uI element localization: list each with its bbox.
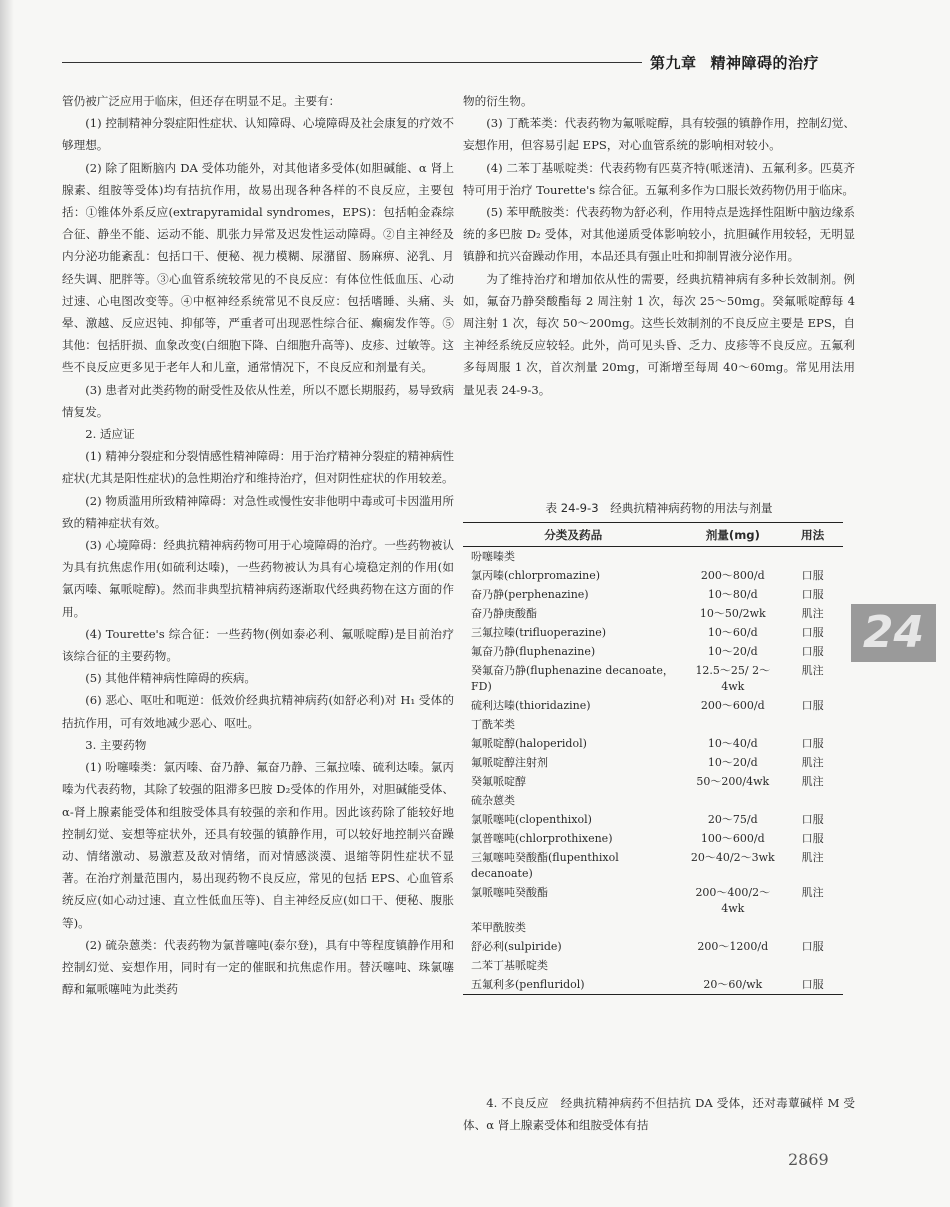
route-cell: 口服 — [801, 568, 824, 582]
dosage-cell: 200～600/d — [700, 698, 765, 712]
route-cell: 肌注 — [801, 663, 824, 677]
scan-shadow — [0, 0, 14, 1207]
route-cell: 肌注 — [801, 850, 824, 864]
route-cell — [782, 547, 843, 567]
dosage-cell: 10～80/d — [707, 587, 758, 601]
drug-name-cell: 苯甲酰胺类 — [471, 920, 526, 934]
table-row — [463, 715, 843, 734]
route-cell: 口服 — [801, 812, 824, 826]
dosage-cell: 20～40/2～3wk — [690, 850, 775, 864]
table-row — [463, 547, 843, 567]
paragraph: 管仍被广泛应用于临床，但还存在明显不足。主要有： — [62, 94, 341, 108]
dosage-cell — [683, 715, 782, 734]
chapter-title: 精神障碍的治疗 — [710, 54, 820, 72]
drug-name-cell: 奋乃静庚酸酯 — [471, 606, 537, 620]
drug-name-cell: 硫利达嗪(thioridazine) — [471, 698, 591, 712]
paragraph: (2) 硫杂蒽类：代表药物为氯普噻吨(泰尔登)，具有中等程度镇静作用和控制幻觉、妄想作用，同时有一定的催眠和抗焦虑作用。替沃噻吨、珠氯噻醇和氟哌噻吨为此类药 — [62, 937, 454, 997]
column-header: 用法 — [782, 523, 843, 547]
paragraph: (2) 物质滥用所致精神障碍：对急性或慢性安非他明中毒或可卡因滥用所致的精神症状有效。 — [62, 493, 454, 530]
paragraph: 物的衍生物。 — [463, 94, 533, 108]
drug-name-cell: 三氟噻吨癸酸酯(flupenthixol decanoate) — [471, 850, 619, 880]
paragraph: 为了维持治疗和增加依从性的需要，经典抗精神病有多种长效制剂。例如，氟奋乃静癸酸酯每 2 周注射 1 次，每次 25～50mg。癸氟哌啶醇每 4 周注射 1 次，每次 50～200mg。这些长效制剂的不良反应主要是 EPS，自主神经系统反应较轻。此外，尚可见头昏、乏力、皮疹等不良反应。五氟利多每周服 1 次，首次剂量 20mg，可渐增至每周 40～60mg。常见用法用量见表 24-9-3。 — [463, 271, 855, 397]
drug-name-cell: 氯哌噻吨(clopenthixol) — [471, 812, 592, 826]
route-cell: 口服 — [801, 625, 824, 639]
dosage-cell: 10～60/d — [707, 625, 758, 639]
dosage-cell: 200～400/2～4wk — [695, 885, 771, 915]
drug-name-cell: 氟哌啶醇注射剂 — [471, 755, 548, 769]
table-row — [463, 734, 843, 753]
table-row — [463, 918, 843, 937]
bottom-right-text — [463, 1092, 855, 1136]
route-cell: 肌注 — [801, 606, 824, 620]
dosage-cell — [683, 791, 782, 810]
drug-name-cell: 癸氟哌啶醇 — [471, 774, 526, 788]
dosage-cell: 10～40/d — [707, 736, 758, 750]
table-row — [463, 956, 843, 975]
route-cell: 口服 — [801, 644, 824, 658]
paragraph: (4) Tourette's 综合征：一些药物(例如泰必利、氟哌啶醇)是目前治疗该综合征的主要药物。 — [62, 626, 454, 664]
dosage-cell: 50～200/4wk — [696, 774, 770, 788]
table-row — [463, 810, 843, 829]
drug-name-cell: 二苯丁基哌啶类 — [471, 958, 548, 972]
chapter-header — [650, 52, 819, 73]
paragraph: (6) 恶心、呕吐和呃逆：低效价经典抗精神病药(如舒必利)对 H₁ 受体的拮抗作用，可有效地减少恶心、呕吐。 — [62, 693, 454, 730]
route-cell — [782, 956, 843, 975]
table-row — [463, 696, 843, 715]
dosage-cell: 12.5～25/ 2～4wk — [695, 663, 771, 693]
route-cell: 口服 — [801, 736, 824, 750]
route-cell — [782, 791, 843, 810]
drug-name-cell: 吩噻嗪类 — [471, 549, 515, 563]
drug-name-cell: 三氟拉嗪(trifluoperazine) — [471, 625, 607, 639]
paragraph: (3) 丁酰苯类：代表药物为氟哌啶醇，具有较强的镇静作用，控制幻觉、妄想作用，但容易引起 EPS，对心血管系统的影响相对较小。 — [463, 116, 855, 153]
header-rule — [62, 62, 642, 63]
drug-name-cell: 硫杂蒽类 — [471, 793, 515, 807]
paragraph: 4. 不良反应 经典抗精神病药不但拮抗 DA 受体，还对毒蕈碱样 M 受体、α 肾上腺素受体和组胺受体有拮 — [463, 1096, 855, 1132]
dosage-cell: 20～75/d — [707, 812, 758, 826]
table-row — [463, 791, 843, 810]
paragraph: (4) 二苯丁基哌啶类：代表药物有匹莫齐特(哌迷清)、五氟利多。匹莫齐特可用于治疗 Tourette's 综合征。五氟利多作为口服长效药物仍用于临床。 — [463, 160, 855, 197]
paragraph: (5) 苯甲酰胺类：代表药物为舒必利，作用特点是选择性阻断中脑边缘系统的多巴胺 D₂ 受体，对其他递质受体影响较小，抗胆碱作用较轻，无明显镇静和抗兴奋躁动作用，本品还具有强止吐和抑制胃液分泌作用。 — [463, 205, 855, 264]
paragraph: (2) 除了阻断脑内 DA 受体功能外，对其他诸多受体(如胆碱能、α 肾上腺素、组胺等受体)均有拮抗作用，故易出现各种各样的不良反应，主要包括：①锥体外系反应(extrapyramidal syndromes，EPS)：包括帕金森综合征、静坐不能、运动不能、肌张力异常及迟发性运动障碍。②自主神经及内分泌功能紊乱：包括口干、便秘、视力模糊、尿潴留、肠麻痹、泌乳、月经失调、肥胖等。③心血管系统较常见的不良反应：有体位性低血压、心动过速、心电图改变等。④中枢神经系统常见不良反应：包括嗜睡、头痛、头晕、激越、反应迟钝、抑郁等，严重者可出现恶性综合征、癫痫发作等。⑤其他：包括肝损、血象改变(白细胞下降、白细胞升高等)、皮疹、过敏等。这些不良反应更多见于老年人和儿童，通常情况下，不良反应和剂量有关。 — [62, 160, 454, 375]
dosage-cell: 100～600/d — [700, 831, 765, 845]
drug-name-cell: 氟哌啶醇(haloperidol) — [471, 736, 587, 750]
paragraph: (5) 其他伴精神病性障碍的疾病。 — [85, 671, 257, 686]
left-column — [62, 90, 454, 1000]
table-row — [463, 623, 843, 642]
chapter-tab-badge: 24 — [851, 604, 936, 662]
route-cell: 肌注 — [801, 774, 824, 788]
dosage-cell: 10～20/d — [707, 755, 758, 769]
table-row — [463, 753, 843, 772]
drug-name-cell: 舒必利(sulpiride) — [471, 939, 562, 953]
table-row — [463, 975, 843, 995]
dosage-table — [463, 522, 843, 995]
table-header-row — [463, 523, 843, 547]
dosage-cell: 200～1200/d — [697, 939, 769, 953]
table-caption: 表 24-9-3 经典抗精神病药物的用法与剂量 — [545, 501, 773, 515]
drug-name-cell: 氯丙嗪(chlorpromazine) — [471, 568, 601, 582]
route-cell: 肌注 — [801, 755, 824, 769]
section-heading: 2. 适应证 — [85, 427, 135, 442]
dosage-cell: 10～20/d — [707, 644, 758, 658]
dosage-cell: 20～60/wk — [683, 975, 782, 995]
table-row — [463, 937, 843, 956]
column-header: 分类及药品 — [463, 523, 683, 547]
paragraph: (1) 吩噻嗪类：氯丙嗪、奋乃静、氟奋乃静、三氟拉嗪、硫利达嗪。氯丙嗪为代表药物，其除了较强的阻滞多巴胺 D₂受体的作用外，对胆碱能受体、α-肾上腺素能受体和组胺受体具有较强的亲和作用。因此该药除了能较好地控制幻觉、妄想等症状外，还具有较强的镇静作用，可以较好地控制兴奋躁动、情绪激动、易激惹及敌对情绪，而对情感淡漠、退缩等阴性症状不显著。在治疗剂量范围内，易出现药物不良反应，常见的包括 EPS、心血管系统反应(如心动过速、直立性低血压等)、自主神经反应(如口干、便秘、腹胀等)。 — [62, 760, 454, 930]
column-header: 剂量(mg) — [683, 523, 782, 547]
drug-name-cell: 氟奋乃静(fluphenazine) — [471, 644, 596, 658]
drug-name-cell: 癸氟奋乃静(fluphenazine decanoate，FD) — [471, 663, 674, 693]
table-row — [463, 604, 843, 623]
drug-name-cell: 五氟利多(penfluridol) — [463, 975, 683, 995]
route-cell: 肌注 — [801, 885, 824, 899]
table-row — [463, 883, 843, 918]
drug-name-cell: 奋乃静(perphenazine) — [471, 587, 589, 601]
table-row — [463, 661, 843, 696]
paragraph: (3) 心境障碍：经典抗精神病药物可用于心境障碍的治疗。一些药物被认为具有抗焦虑作用(如硫利达嗪)，一些药物被认为具有心境稳定剂的作用(如氯丙嗪、氟哌啶醇)。然而非典型抗精神病药逐渐取代经典药物在这方面的作用。 — [62, 538, 454, 619]
chapter-number: 第九章 — [650, 54, 697, 72]
table-row — [463, 642, 843, 661]
route-cell: 口服 — [782, 975, 843, 995]
table-row — [463, 566, 843, 585]
dosage-cell: 10～50/2wk — [699, 606, 766, 620]
paragraph: (1) 精神分裂症和分裂情感性精神障碍：用于治疗精神分裂症的精神病性症状(尤其是阳性症状)的急性期治疗和维持治疗，但对阴性症状的作用较差。 — [62, 449, 454, 486]
table-body — [463, 547, 843, 995]
dosage-cell — [683, 918, 782, 937]
drug-name-cell: 丁酰苯类 — [471, 717, 515, 731]
dosage-cell: 200～800/d — [700, 568, 765, 582]
route-cell: 口服 — [801, 831, 824, 845]
route-cell — [782, 715, 843, 734]
route-cell: 口服 — [801, 939, 824, 953]
paragraph: (1) 控制精神分裂症阳性症状、认知障碍、心境障碍及社会康复的疗效不够理想。 — [62, 116, 454, 153]
right-column — [463, 90, 855, 401]
route-cell — [782, 918, 843, 937]
dosage-cell — [683, 547, 782, 567]
table-row — [463, 848, 843, 883]
paragraph: (3) 患者对此类药物的耐受性及依从性差，所以不愿长期服药，易导致病情复发。 — [62, 382, 454, 419]
route-cell: 口服 — [801, 587, 824, 601]
page-number: 2869 — [788, 1150, 829, 1169]
dosage-cell — [683, 956, 782, 975]
route-cell: 口服 — [801, 698, 824, 712]
drug-name-cell: 氯哌噻吨癸酸酯 — [471, 885, 548, 899]
table-row — [463, 829, 843, 848]
drug-name-cell: 氯普噻吨(chlorprothixene) — [471, 831, 613, 845]
section-heading: 3. 主要药物 — [85, 737, 147, 752]
table-row — [463, 585, 843, 604]
table-row — [463, 772, 843, 791]
